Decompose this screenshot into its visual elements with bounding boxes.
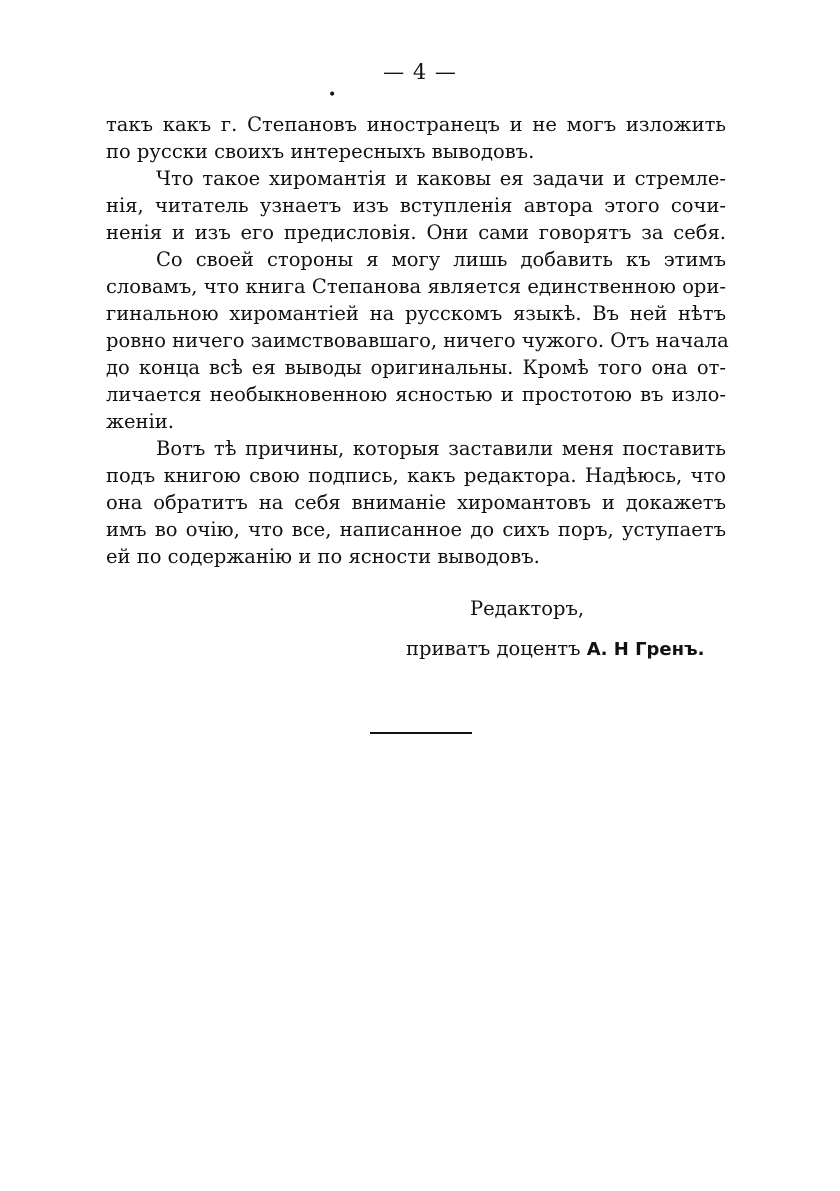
- paragraph-1-line-1: такъ какъ г. Степановъ иностранецъ и не могъ изложить: [106, 113, 726, 136]
- paragraph-4-line-2: подъ книгою свою подпись, какъ редактора. Надѣюсь, что: [106, 464, 726, 487]
- page-number: — 4 —: [383, 60, 457, 84]
- paragraph-3-line-5: до конца всѣ ея выводы оригинальны. Кромѣ того она от-: [106, 356, 726, 379]
- paragraph-3-line-2: словамъ, что книга Степанова является единственною ори-: [106, 275, 726, 298]
- paragraph-3-line-7: женіи.: [106, 410, 174, 433]
- paragraph-2-line-1: Что такое хиромантія и каковы ея задачи и стремле-: [156, 167, 726, 190]
- closing-rule: [370, 732, 472, 734]
- paragraph-2-line-3: ненія и изъ его предисловія. Они сами говорятъ за себя.: [106, 221, 726, 244]
- paragraph-4-line-3: она обратитъ на себя вниманіе хиромантовъ и докажетъ: [106, 491, 726, 514]
- paragraph-4-line-5: ей по содержанію и по ясности выводовъ.: [106, 545, 540, 568]
- paragraph-3-line-3: гинальною хиромантіей на русскомъ языкѣ. Въ ней нѣтъ: [106, 302, 726, 325]
- paragraph-3-line-6: личается необыкновенною ясностью и простотою въ изло-: [106, 383, 726, 406]
- paragraph-4-line-4: имъ во очію, что все, написанное до сихъ поръ, уступаетъ: [106, 518, 726, 541]
- signature-line: [406, 636, 704, 663]
- paragraph-4-line-1: Вотъ тѣ причины, которыя заставили меня поставить: [156, 437, 726, 460]
- paragraph-2-line-2: нія, читатель узнаетъ изъ вступленія автора этого сочи-: [106, 194, 726, 217]
- signature-position: приватъ доцентъ: [406, 637, 581, 660]
- signature-name: А. Н Гренъ.: [586, 639, 705, 660]
- signature-title: Редакторъ,: [470, 597, 585, 620]
- paragraph-3-line-4: ровно ничего заимствовавшаго, ничего чужого. Отъ начала: [106, 329, 729, 352]
- paragraph-1-line-2: по русски своихъ интересныхъ выводовъ.: [106, 140, 535, 163]
- paragraph-3-line-1: Со своей стороны я могу лишь добавить къ этимъ: [156, 248, 726, 271]
- print-speck: •: [328, 87, 337, 103]
